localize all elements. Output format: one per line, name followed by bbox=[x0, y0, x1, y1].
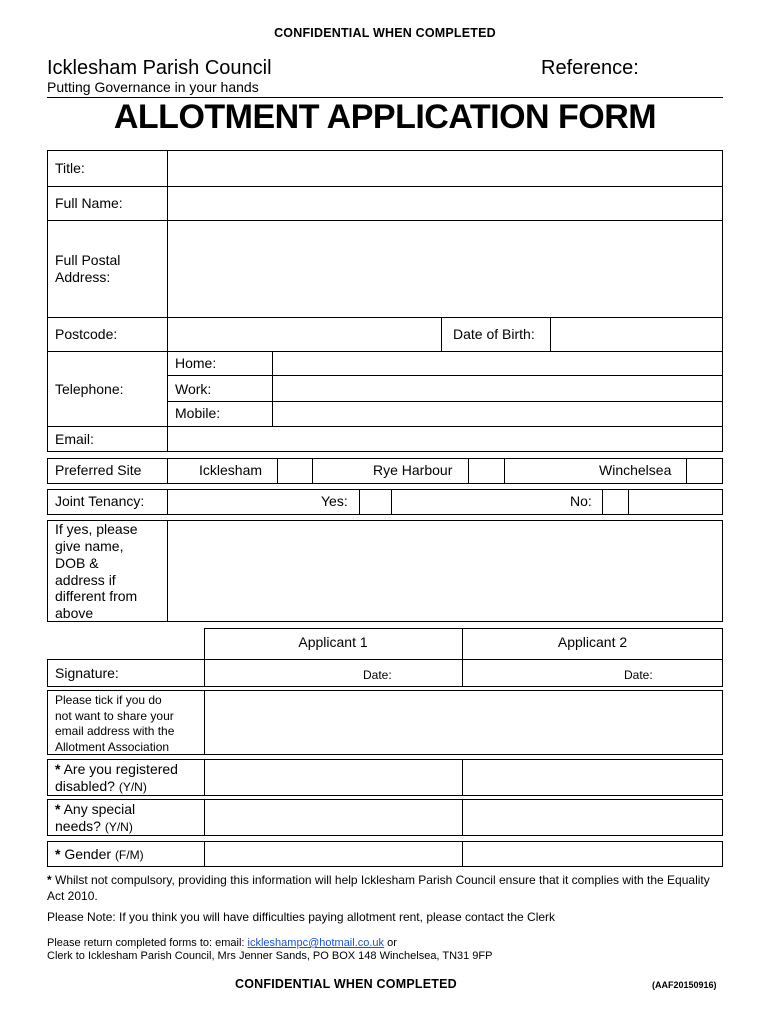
joint-tenancy-label: Joint Tenancy: bbox=[55, 493, 145, 509]
joint-details-field[interactable] bbox=[168, 521, 722, 621]
council-name: Icklesham Parish Council bbox=[47, 57, 272, 79]
joint-details-line6: above bbox=[55, 605, 94, 621]
site-option-winchelsea: Winchelsea bbox=[599, 462, 672, 478]
joint-details-line2: give name, bbox=[55, 538, 124, 554]
applicant1-needs-field[interactable] bbox=[205, 800, 462, 835]
joint-details-line3: DOB & bbox=[55, 555, 99, 571]
preferred-site-label: Preferred Site bbox=[55, 462, 142, 478]
work-phone-field[interactable] bbox=[273, 376, 722, 401]
applicant2-needs-field[interactable] bbox=[463, 800, 722, 835]
applicant1-date-label: Date: bbox=[363, 668, 392, 682]
disabled-question: * Are you registered bbox=[55, 761, 178, 777]
gender-question: * Gender (F/M) bbox=[55, 846, 144, 862]
reference-label: Reference: bbox=[541, 57, 639, 79]
form-code: (AAF20150916) bbox=[652, 980, 717, 990]
email-share-line4: Allotment Association bbox=[55, 740, 170, 754]
postcode-field[interactable] bbox=[168, 318, 441, 351]
applicant2-header: Applicant 2 bbox=[557, 634, 628, 650]
joint-yes-tick-box[interactable] bbox=[359, 489, 392, 515]
email-share-tick-field[interactable] bbox=[205, 691, 722, 754]
applicant1-gender-field[interactable] bbox=[205, 842, 462, 866]
telephone-label: Telephone: bbox=[55, 381, 124, 397]
home-phone-field[interactable] bbox=[273, 352, 722, 375]
icklesham-tick-box[interactable] bbox=[277, 458, 313, 484]
title-label: Title: bbox=[55, 160, 85, 176]
winchelsea-tick-box[interactable] bbox=[686, 458, 723, 484]
rye-harbour-tick-box[interactable] bbox=[468, 458, 505, 484]
form-title: ALLOTMENT APPLICATION FORM bbox=[113, 98, 657, 136]
joint-details-line4: address if bbox=[55, 572, 116, 588]
full-name-label: Full Name: bbox=[55, 195, 123, 211]
postcode-label: Postcode: bbox=[55, 326, 118, 342]
dob-label: Date of Birth: bbox=[453, 326, 535, 342]
email-share-line1: Please tick if you do bbox=[55, 693, 162, 707]
joint-no-tick-box[interactable] bbox=[602, 489, 629, 515]
disabled-question-line2: disabled? (Y/N) bbox=[55, 778, 147, 794]
clerk-email-link[interactable]: ickleshampc@hotmail.co.uk bbox=[247, 937, 385, 949]
needs-question-line2: needs? (Y/N) bbox=[55, 818, 133, 834]
site-option-rye-harbour: Rye Harbour bbox=[373, 462, 453, 478]
council-tagline: Putting Governance in your hands bbox=[47, 79, 259, 95]
applicant2-signature-field[interactable] bbox=[463, 660, 618, 686]
applicant1-signature-field[interactable] bbox=[205, 660, 355, 686]
applicant2-date-label: Date: bbox=[624, 668, 653, 682]
dob-field[interactable] bbox=[551, 318, 722, 351]
mobile-label: Mobile: bbox=[175, 405, 221, 421]
address-field[interactable] bbox=[168, 221, 722, 317]
joint-details-line1: If yes, please bbox=[55, 521, 138, 537]
address-label-line1: Full Postal bbox=[55, 252, 121, 268]
email-field[interactable] bbox=[168, 427, 722, 451]
email-share-line3: email address with the bbox=[55, 724, 175, 738]
confidential-header: CONFIDENTIAL WHEN COMPLETED bbox=[274, 26, 496, 40]
rent-note: Please Note: If you think you will have difficulties paying allotment rent, please contact the Clerk bbox=[47, 910, 556, 924]
email-label: Email: bbox=[55, 431, 94, 447]
joint-details-line5: different from bbox=[55, 588, 138, 604]
title-field[interactable] bbox=[168, 151, 722, 186]
email-share-line2: not want to share your bbox=[55, 709, 174, 723]
joint-yes-label: Yes: bbox=[321, 493, 348, 509]
address-label-line2: Address: bbox=[55, 269, 111, 285]
equality-note: * Whilst not compulsory, providing this information will help Icklesham Parish Council ensure that it complies with the Equality Act 2010. bbox=[47, 873, 710, 903]
site-option-icklesham: Icklesham bbox=[199, 462, 263, 478]
applicant1-disabled-field[interactable] bbox=[205, 760, 462, 795]
full-name-field[interactable] bbox=[168, 187, 722, 220]
confidential-footer: CONFIDENTIAL WHEN COMPLETED bbox=[235, 977, 457, 991]
applicant2-gender-field[interactable] bbox=[463, 842, 722, 866]
joint-no-label: No: bbox=[570, 493, 592, 509]
mobile-phone-field[interactable] bbox=[273, 402, 722, 426]
signature-label: Signature: bbox=[55, 665, 119, 681]
applicant2-disabled-field[interactable] bbox=[463, 760, 722, 795]
work-label: Work: bbox=[175, 381, 212, 397]
home-label: Home: bbox=[175, 355, 217, 371]
clerk-address: Clerk to Icklesham Parish Council, Mrs Jenner Sands, PO BOX 148 Winchelsea, TN31 9FP bbox=[47, 950, 493, 962]
needs-question: * Any special bbox=[55, 801, 136, 817]
applicant1-header: Applicant 1 bbox=[298, 634, 368, 650]
return-instructions: Please return completed forms to: email: ickleshampc@hotmail.co.uk or bbox=[47, 937, 397, 949]
